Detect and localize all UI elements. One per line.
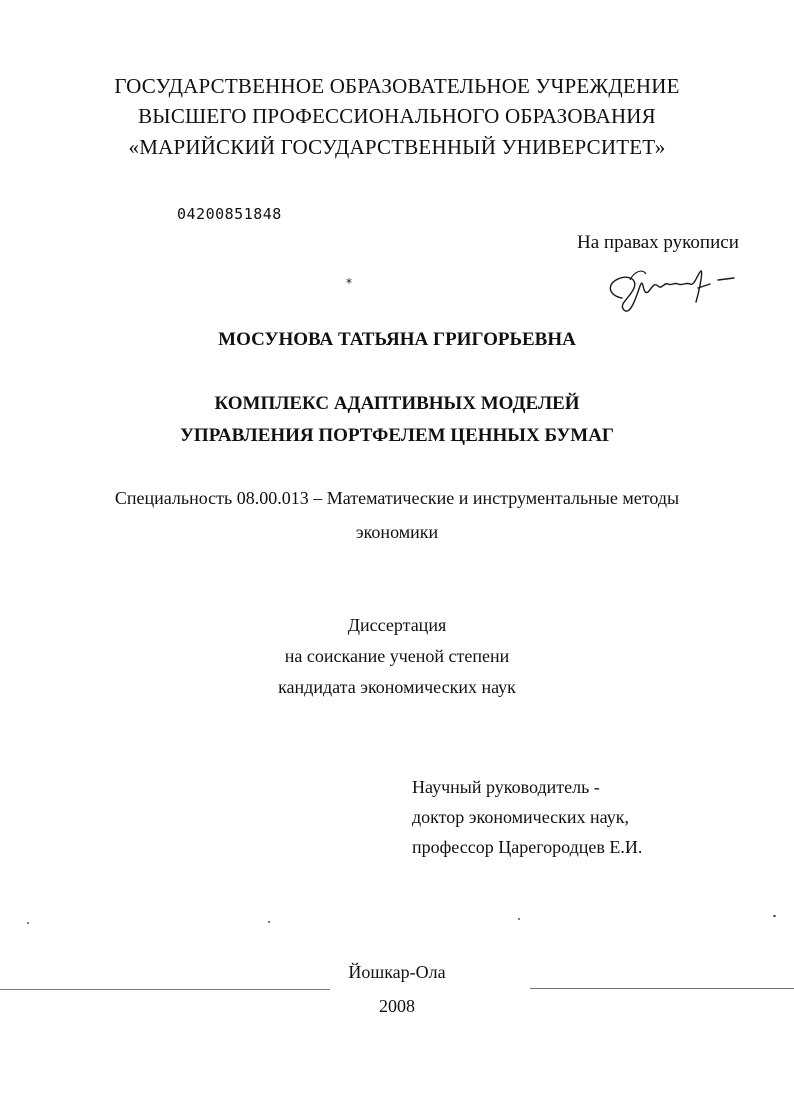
supervisor-line-3: профессор Царегородцев Е.И. <box>412 837 643 857</box>
signature-image <box>600 258 750 320</box>
degree-line-3: кандидата экономических наук <box>278 677 516 697</box>
manuscript-rights: На правах рукописи <box>577 232 739 253</box>
year: 2008 <box>379 996 415 1016</box>
specialty-line-2: экономики <box>355 522 439 542</box>
supervisor-line-1: Научный руководитель - <box>412 777 600 797</box>
author-name: МОСУНОВА ТАТЬЯНА ГРИГОРЬЕВНА <box>218 329 576 350</box>
scan-line-left <box>0 989 330 990</box>
scan-line-right <box>530 988 794 989</box>
institution-line-2: ВЫСШЕГО ПРОФЕССИОНАЛЬНОГО ОБРАЗОВАНИЯ <box>138 104 656 128</box>
institution-line-1: ГОСУДАРСТВЕННОЕ ОБРАЗОВАТЕЛЬНОЕ УЧРЕЖДЕНИЕ <box>114 74 680 98</box>
thesis-title-line-2: УПРАВЛЕНИЯ ПОРТФЕЛЕМ ЦЕННЫХ БУМАГ <box>179 425 615 446</box>
degree-line-1: Диссертация <box>347 615 447 635</box>
specialty-line-1: Специальность 08.00.013 – Математические и инструментальные методы <box>114 488 680 508</box>
catalog-number: 04200851848 <box>177 205 282 223</box>
scan-mark: * <box>346 276 352 290</box>
city: Йошкар-Ола <box>348 962 446 982</box>
thesis-title-line-1: КОМПЛЕКС АДАПТИВНЫХ МОДЕЛЕЙ <box>214 393 580 414</box>
degree-line-2: на соискание ученой степени <box>284 646 510 666</box>
supervisor-line-2: доктор экономических наук, <box>412 807 629 827</box>
institution-line-3: «МАРИЙСКИЙ ГОСУДАРСТВЕННЫЙ УНИВЕРСИТЕТ» <box>128 135 666 159</box>
